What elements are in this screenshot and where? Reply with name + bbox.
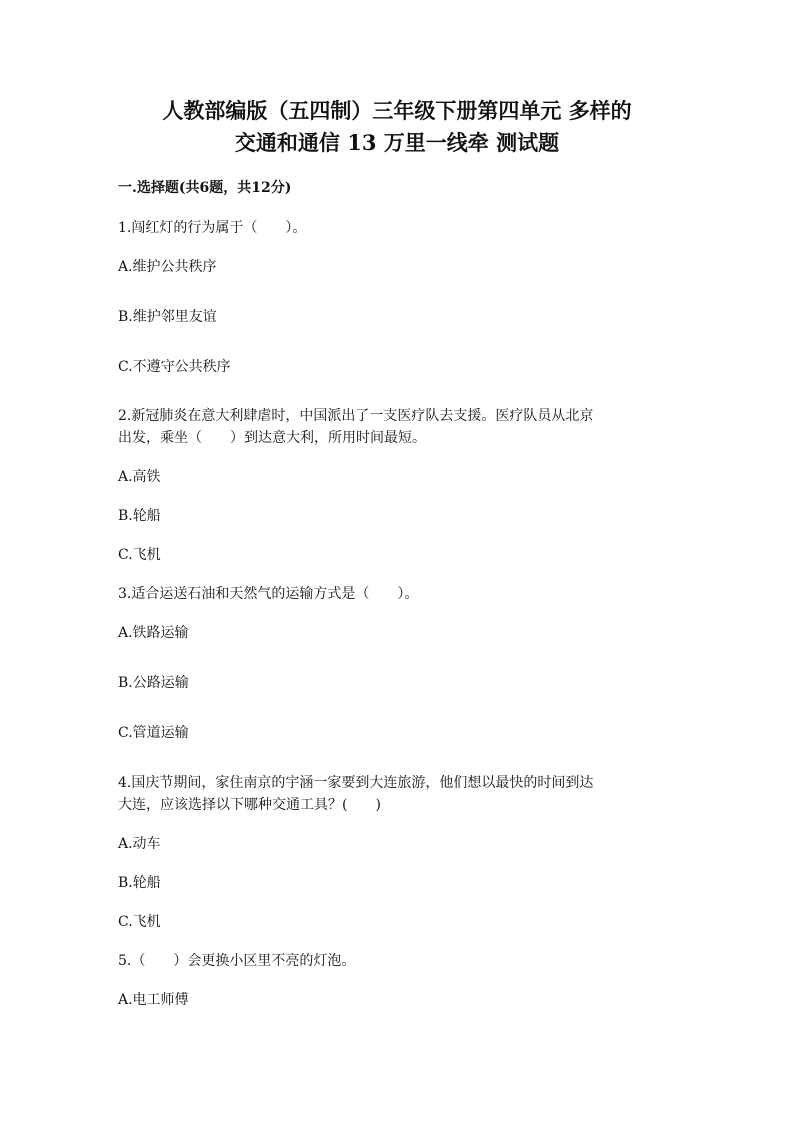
question-3-stem: 3.适合运送石油和天然气的运输方式是（ ）。	[118, 586, 419, 602]
question-1-option-b: B.维护邻里友谊	[118, 309, 217, 325]
question-2-stem-line-2: 出发，乘坐（ ）到达意大利，所用时间最短。	[118, 430, 426, 446]
question-4-option-c: C.飞机	[118, 914, 161, 930]
question-2-option-a: A.高铁	[118, 469, 161, 485]
question-2-stem-line-1: 2.新冠肺炎在意大利肆虐时，中国派出了一支医疗队去支援。医疗队员从北京	[118, 408, 594, 424]
question-2-option-b: B.轮船	[118, 508, 161, 524]
question-1-stem: 1.闯红灯的行为属于（ ）。	[118, 220, 307, 236]
question-4-option-b: B.轮船	[118, 875, 161, 891]
question-5-stem: 5.（ ）会更换小区里不亮的灯泡。	[118, 953, 356, 969]
question-4-option-a: A.动车	[118, 836, 161, 852]
section-heading: 一.选择题(共6题，共12分)	[118, 180, 292, 196]
question-4-stem-line-1: 4.国庆节期间，家住南京的宇涵一家要到大连旅游，他们想以最快的时间到达	[118, 775, 594, 791]
question-2-option-c: C.飞机	[118, 547, 161, 563]
question-4-stem-line-2: 大连，应该选择以下哪种交通工具？( )	[118, 797, 381, 813]
question-1-option-a: A.维护公共秩序	[118, 259, 217, 275]
question-3-option-a: A.铁路运输	[118, 625, 189, 641]
question-5-option-a: A.电工师傅	[118, 992, 189, 1008]
question-3-option-b: B.公路运输	[118, 675, 189, 691]
question-1-option-c: C.不遵守公共秩序	[118, 359, 231, 375]
document-title-line-1: 人教部编版（五四制）三年级下册第四单元 多样的	[162, 98, 632, 123]
question-3-option-c: C.管道运输	[118, 725, 189, 741]
document-title-line-2: 交通和通信 13 万里一线牵 测试题	[234, 130, 560, 155]
